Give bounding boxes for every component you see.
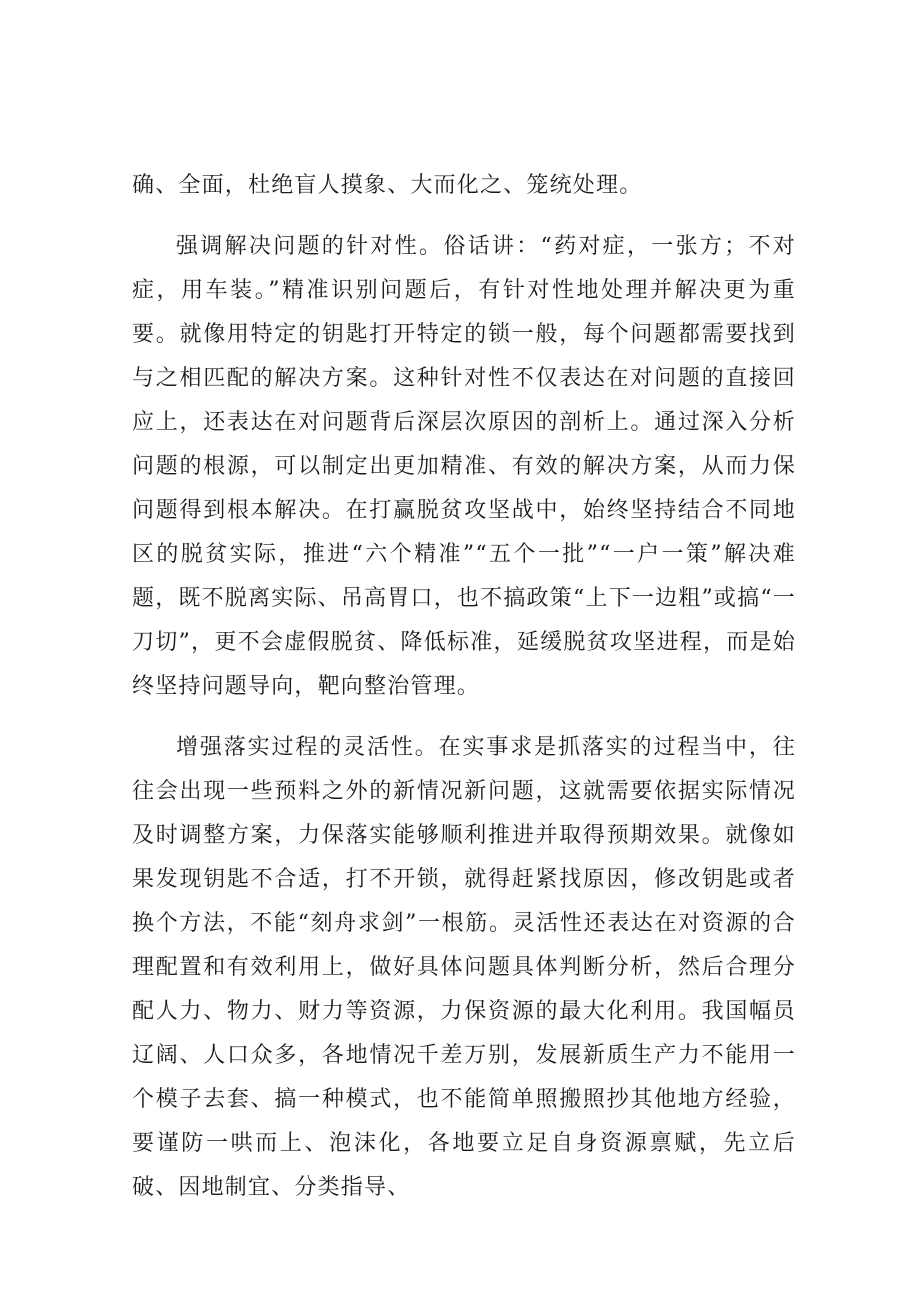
- paragraph-continued-text: 确、全面，杜绝盲人摸象、大而化之、笼统处理。: [132, 173, 643, 198]
- paragraph-flexible-implementation: 增强落实过程的灵活性。在实事求是抓落实的过程当中，往往会出现一些预料之外的新情况新问题，这就需要依据实际情况及时调整方案，力保落实能够顺利推进并取得预期效果。就像如果发现钥匙不合适，打不开锁，就得赶紧找原因，修改钥匙或者换个方法，不能“刻舟求剑”一根筋。灵活性还表达在对资源的合理配置和有效利用上，做好具体问题具体判断分析，然后合理分配人力、物力、财力等资源，力保资源的最大化利用。我国幅员辽阔、人口众多，各地情况千差万别，发展新质生产力不能用一个模子去套、搞一种模式，也不能简单照搬照抄其他地方经验，要谨防一哄而上、泡沫化，各地要立足自身资源禀赋，先立后破、因地制宜、分类指导、: [132, 735, 796, 1200]
- document-body: [132, 164, 796, 1210]
- paragraph-targeted-solutions: 强调解决问题的针对性。俗话讲：“药对症，一张方；不对症，用车装。”精准识别问题后，有针对性地处理并解决更为重要。就像用特定的钥匙打开特定的锁一般，每个问题都需要找到与之相匹配的解决方案。这种针对性不仅表达在对问题的直接回应上，还表达在对问题背后深层次原因的剖析上。通过深入分析问题的根源，可以制定出更加精准、有效的解决方案，从而力保问题得到根本解决。在打赢脱贫攻坚战中，始终坚持结合不同地区的脱贫实际，推进“六个精准”“五个一批”“一户一策”解决难题，既不脱离实际、吊高胃口，也不搞政策“上下一边粗”或搞“一刀切”，更不会虚假脱贫、降低标准，延缓脱贫攻坚进程，而是始终坚持问题导向，靶向整治管理。: [132, 234, 796, 699]
